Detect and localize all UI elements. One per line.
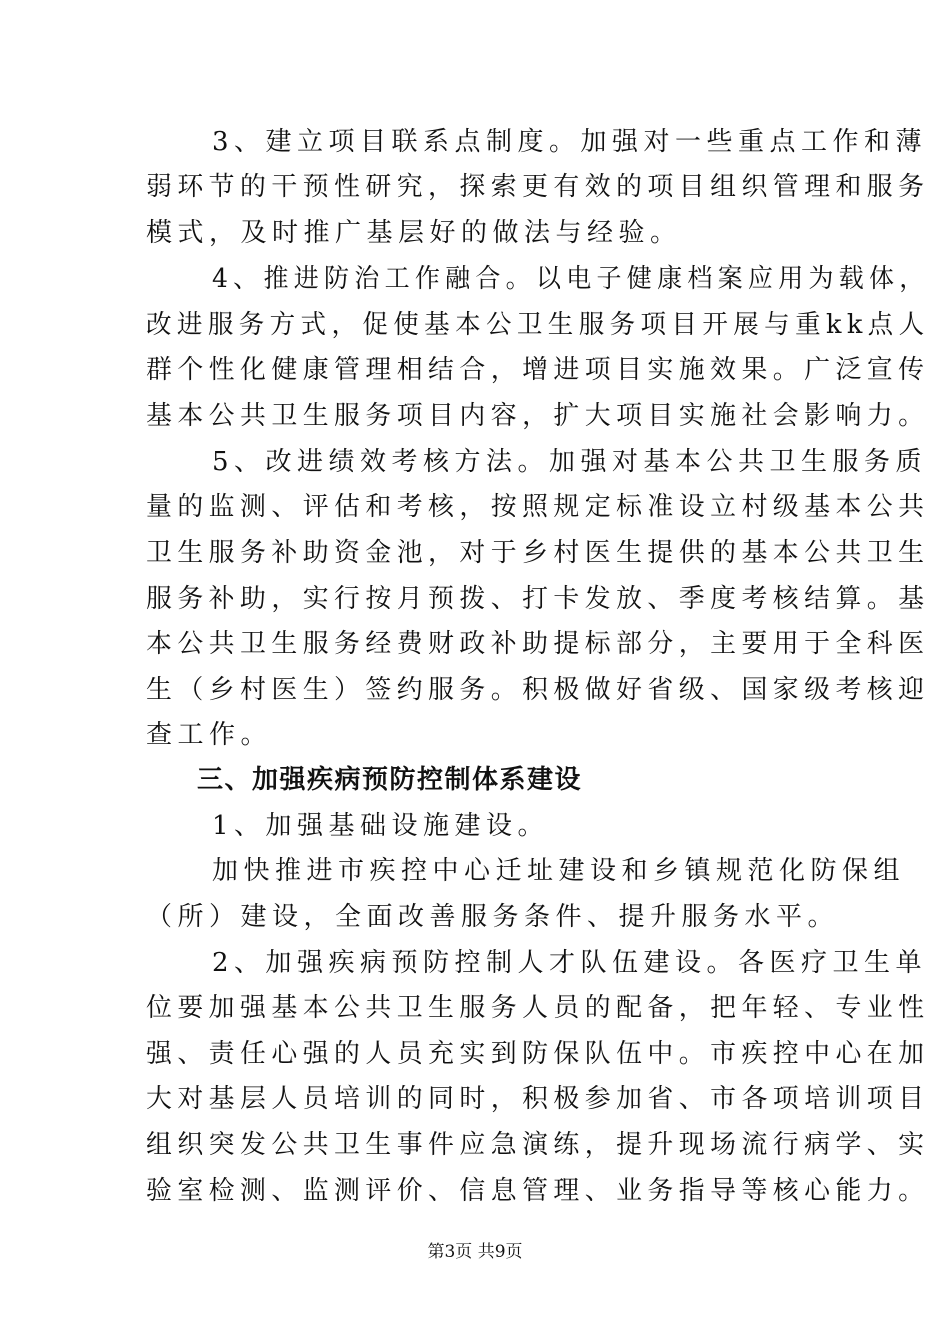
paragraph-5-line-6: 生（乡村医生）签约服务。积极做好省级、国家级考核迎 — [146, 675, 930, 705]
paragraph-5-line-3: 卫生服务补助资金池，对于乡村医生提供的基本公共卫生 — [146, 538, 930, 568]
subsection-2-line-1: 2、加强疾病预防控制人才队伍建设。各医疗卫生单 — [212, 948, 928, 978]
paragraph-4-line-4: 基本公共卫生服务项目内容，扩大项目实施社会影响力。 — [146, 401, 930, 431]
infrastructure-line-1: 加快推进市疾控中心迁址建设和乡镇规范化防保组 — [212, 856, 906, 886]
paragraph-5-line-4: 服务补助，实行按月预拨、打卡发放、季度考核结算。基 — [146, 584, 930, 614]
subsection-2-line-6: 验室检测、监测评价、信息管理、业务指导等核心能力。 — [146, 1176, 930, 1206]
paragraph-5-line-5: 本公共卫生服务经费财政补助提标部分，主要用于全科医 — [146, 629, 930, 659]
paragraph-4-line-1: 4、推进防治工作融合。以电子健康档案应用为载体， — [212, 264, 930, 294]
paragraph-5-line-7: 查工作。 — [146, 720, 273, 750]
paragraph-3-line-1: 3、建立项目联系点制度。加强对一些重点工作和薄 — [212, 127, 928, 157]
subsection-2-line-3: 强、责任心强的人员充实到防保队伍中。市疾控中心在加 — [146, 1039, 930, 1069]
paragraph-5-line-1: 5、改进绩效考核方法。加强对基本公共卫生服务质 — [212, 447, 928, 477]
subsection-2-line-2: 位要加强基本公共卫生服务人员的配备，把年轻、专业性 — [146, 993, 930, 1023]
section-heading: 三、加强疾病预防控制体系建设 — [197, 765, 583, 795]
page-footer: 第3页 共9页 — [427, 1242, 523, 1262]
paragraph-3-line-3: 模式，及时推广基层好的做法与经验。 — [146, 218, 682, 248]
subsection-2-line-5: 组织突发公共卫生事件应急演练，提升现场流行病学、实 — [146, 1130, 930, 1160]
paragraph-4-line-2: 改进服务方式，促使基本公卫生服务项目开展与重kk点人 — [146, 310, 930, 340]
paragraph-5-line-2: 量的监测、评估和考核，按照规定标准设立村级基本公共 — [146, 492, 930, 522]
subsection-1-title: 1、加强基础设施建设。 — [212, 811, 550, 841]
subsection-2-line-4: 大对基层人员培训的同时，积极参加省、市各项培训项目 — [146, 1084, 930, 1114]
infrastructure-line-2: （所）建设，全面改善服务条件、提升服务水平。 — [146, 902, 840, 932]
paragraph-3-line-2: 弱环节的干预性研究，探索更有效的项目组织管理和服务 — [146, 172, 930, 202]
paragraph-4-line-3: 群个性化健康管理相结合，增进项目实施效果。广泛宣传 — [146, 355, 930, 385]
